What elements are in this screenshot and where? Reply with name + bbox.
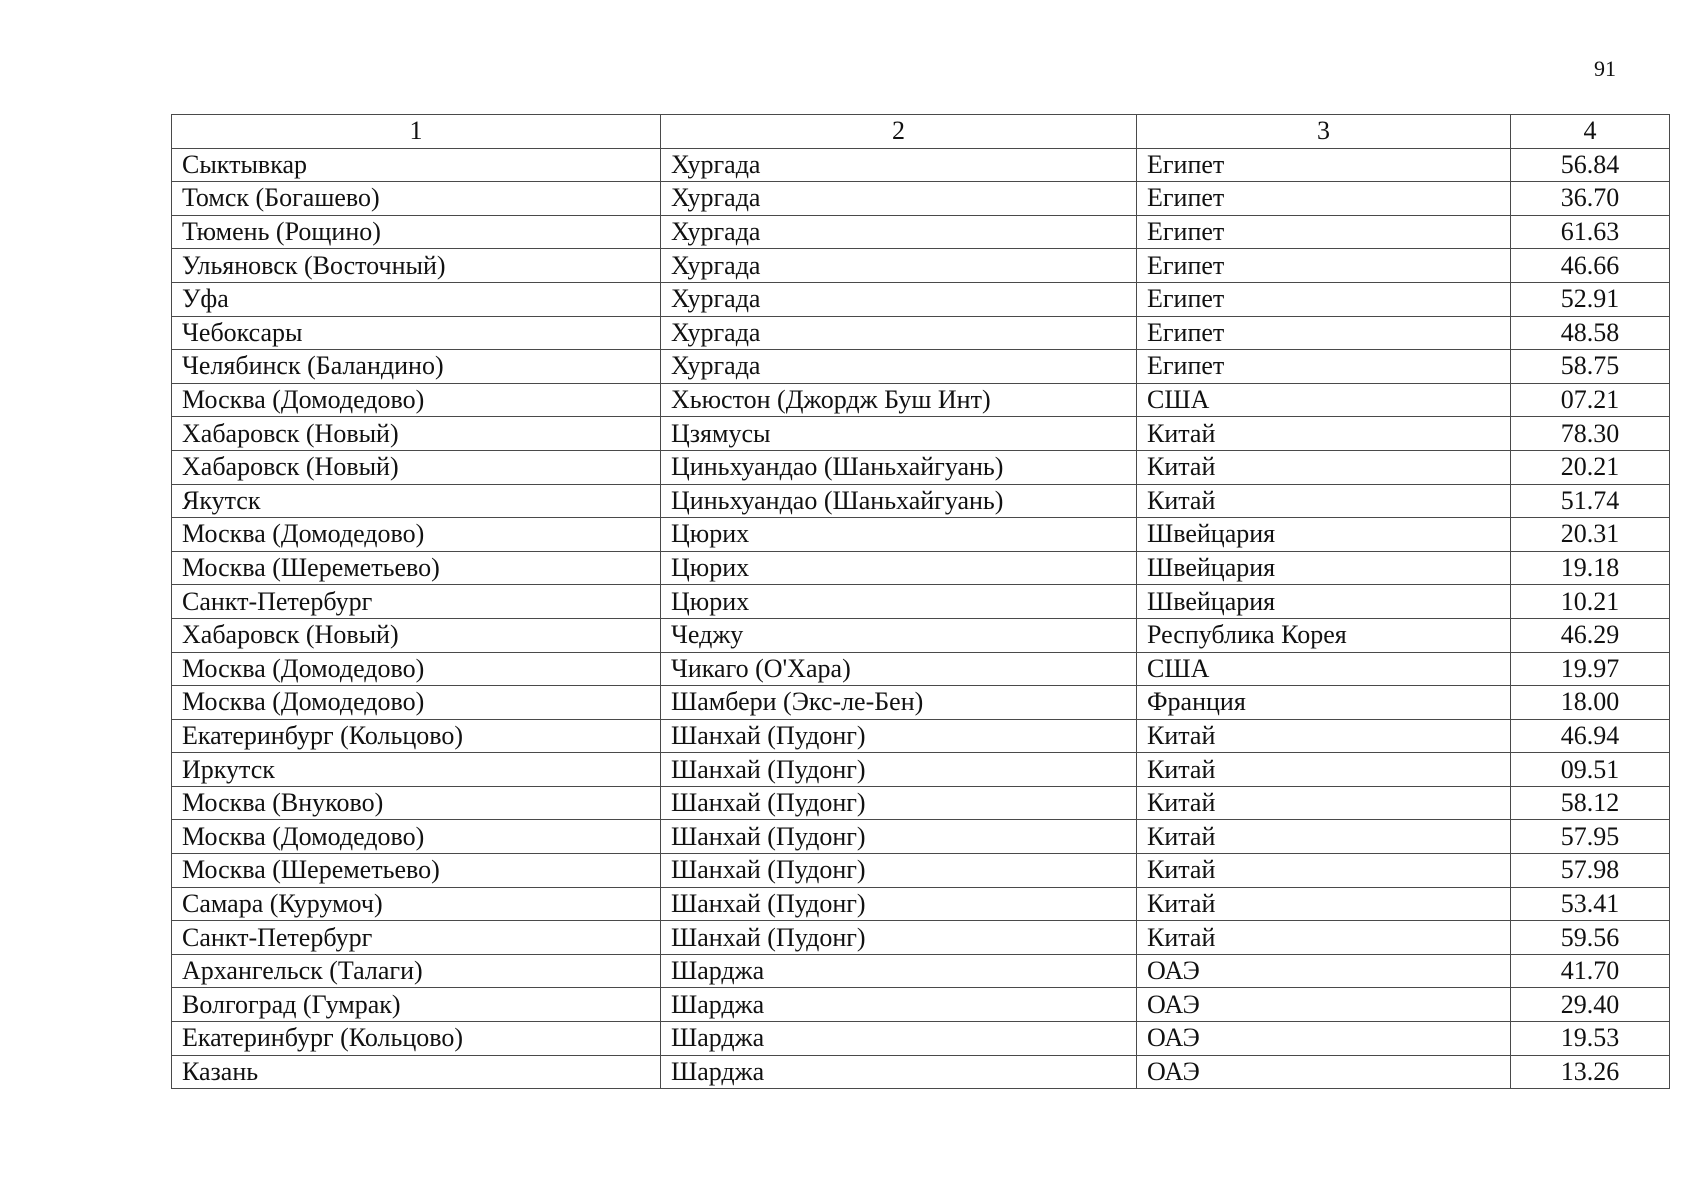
destination-cell: Чеджу	[661, 618, 1137, 652]
destination-cell: Хургада	[661, 215, 1137, 249]
country-cell: Египет	[1137, 148, 1511, 182]
origin-cell: Томск (Богашево)	[172, 182, 661, 216]
value-cell: 46.66	[1511, 249, 1670, 283]
origin-cell: Волгоград (Гумрак)	[172, 988, 661, 1022]
origin-cell: Казань	[172, 1055, 661, 1089]
destination-cell: Шанхай (Пудонг)	[661, 719, 1137, 753]
origin-cell: Челябинск (Баландино)	[172, 350, 661, 384]
value-cell: 51.74	[1511, 484, 1670, 518]
country-cell: Египет	[1137, 350, 1511, 384]
value-cell: 53.41	[1511, 887, 1670, 921]
country-cell: Швейцария	[1137, 518, 1511, 552]
table-row	[172, 484, 1670, 518]
destination-cell: Шарджа	[661, 1055, 1137, 1089]
value-cell: 58.12	[1511, 786, 1670, 820]
country-cell: Франция	[1137, 686, 1511, 720]
country-cell: Китай	[1137, 786, 1511, 820]
destination-cell: Хургада	[661, 148, 1137, 182]
data-table	[171, 114, 1670, 1089]
value-cell: 46.94	[1511, 719, 1670, 753]
country-cell: Республика Корея	[1137, 618, 1511, 652]
table-row	[172, 350, 1670, 384]
country-cell: Швейцария	[1137, 585, 1511, 619]
origin-cell: Москва (Внуково)	[172, 786, 661, 820]
origin-cell: Екатеринбург (Кольцово)	[172, 719, 661, 753]
table-row	[172, 719, 1670, 753]
table-row	[172, 215, 1670, 249]
country-cell: ОАЭ	[1137, 1022, 1511, 1056]
table-row	[172, 652, 1670, 686]
value-cell: 19.97	[1511, 652, 1670, 686]
destination-cell: Шанхай (Пудонг)	[661, 887, 1137, 921]
country-cell: Китай	[1137, 719, 1511, 753]
value-cell: 20.21	[1511, 450, 1670, 484]
table-row	[172, 753, 1670, 787]
table-row	[172, 450, 1670, 484]
value-cell: 56.84	[1511, 148, 1670, 182]
value-cell: 19.18	[1511, 551, 1670, 585]
country-cell: Китай	[1137, 484, 1511, 518]
destination-cell: Циньхуандао (Шаньхайгуань)	[661, 484, 1137, 518]
origin-cell: Хабаровск (Новый)	[172, 618, 661, 652]
origin-cell: Сыктывкар	[172, 148, 661, 182]
table-row	[172, 921, 1670, 955]
destination-cell: Хургада	[661, 282, 1137, 316]
destination-cell: Шанхай (Пудонг)	[661, 753, 1137, 787]
page-number: 91	[1594, 56, 1616, 81]
value-cell: 09.51	[1511, 753, 1670, 787]
origin-cell: Архангельск (Талаги)	[172, 954, 661, 988]
origin-cell: Москва (Шереметьево)	[172, 854, 661, 888]
table-row	[172, 618, 1670, 652]
value-cell: 57.95	[1511, 820, 1670, 854]
origin-cell: Якутск	[172, 484, 661, 518]
origin-cell: Москва (Домодедово)	[172, 652, 661, 686]
table-row	[172, 551, 1670, 585]
country-cell: США	[1137, 652, 1511, 686]
table-row	[172, 585, 1670, 619]
country-cell: ОАЭ	[1137, 988, 1511, 1022]
table-row	[172, 316, 1670, 350]
table-row	[172, 249, 1670, 283]
value-cell: 41.70	[1511, 954, 1670, 988]
value-cell: 10.21	[1511, 585, 1670, 619]
origin-cell: Москва (Домодедово)	[172, 383, 661, 417]
country-cell: Египет	[1137, 249, 1511, 283]
destination-cell: Хургада	[661, 316, 1137, 350]
destination-cell: Шанхай (Пудонг)	[661, 820, 1137, 854]
value-cell: 57.98	[1511, 854, 1670, 888]
table-row	[172, 282, 1670, 316]
destination-cell: Шанхай (Пудонг)	[661, 921, 1137, 955]
value-cell: 61.63	[1511, 215, 1670, 249]
value-cell: 07.21	[1511, 383, 1670, 417]
origin-cell: Санкт-Петербург	[172, 921, 661, 955]
table-row	[172, 182, 1670, 216]
country-cell: Китай	[1137, 854, 1511, 888]
origin-cell: Москва (Домодедово)	[172, 686, 661, 720]
country-cell: США	[1137, 383, 1511, 417]
destination-cell: Цзямусы	[661, 417, 1137, 451]
destination-cell: Цюрих	[661, 585, 1137, 619]
destination-cell: Хургада	[661, 350, 1137, 384]
destination-cell: Хьюстон (Джордж Буш Инт)	[661, 383, 1137, 417]
table-row	[172, 854, 1670, 888]
destination-cell: Хургада	[661, 182, 1137, 216]
country-cell: ОАЭ	[1137, 954, 1511, 988]
table-body	[172, 148, 1670, 1089]
table-row	[172, 383, 1670, 417]
origin-cell: Хабаровск (Новый)	[172, 450, 661, 484]
table-row	[172, 786, 1670, 820]
table-header-row	[172, 115, 1670, 149]
country-cell: Китай	[1137, 887, 1511, 921]
destination-cell: Цюрих	[661, 518, 1137, 552]
origin-cell: Москва (Домодедово)	[172, 518, 661, 552]
country-cell: Египет	[1137, 316, 1511, 350]
country-cell: Китай	[1137, 753, 1511, 787]
country-cell: Египет	[1137, 282, 1511, 316]
origin-cell: Екатеринбург (Кольцово)	[172, 1022, 661, 1056]
destination-cell: Шарджа	[661, 1022, 1137, 1056]
origin-cell: Ульяновск (Восточный)	[172, 249, 661, 283]
value-cell: 13.26	[1511, 1055, 1670, 1089]
value-cell: 52.91	[1511, 282, 1670, 316]
column-header-1: 1	[172, 115, 661, 149]
table-row	[172, 686, 1670, 720]
destination-cell: Хургада	[661, 249, 1137, 283]
table-row	[172, 1055, 1670, 1089]
origin-cell: Москва (Шереметьево)	[172, 551, 661, 585]
destination-cell: Шанхай (Пудонг)	[661, 854, 1137, 888]
origin-cell: Тюмень (Рощино)	[172, 215, 661, 249]
table-row	[172, 820, 1670, 854]
country-cell: Египет	[1137, 182, 1511, 216]
country-cell: Китай	[1137, 450, 1511, 484]
table-row	[172, 988, 1670, 1022]
destination-cell: Цюрих	[661, 551, 1137, 585]
value-cell: 48.58	[1511, 316, 1670, 350]
table-row	[172, 887, 1670, 921]
origin-cell: Хабаровск (Новый)	[172, 417, 661, 451]
column-header-2: 2	[661, 115, 1137, 149]
destination-cell: Шарджа	[661, 988, 1137, 1022]
table-row	[172, 1022, 1670, 1056]
country-cell: Китай	[1137, 417, 1511, 451]
destination-cell: Шанхай (Пудонг)	[661, 786, 1137, 820]
value-cell: 18.00	[1511, 686, 1670, 720]
country-cell: Китай	[1137, 820, 1511, 854]
table-row	[172, 148, 1670, 182]
column-header-4: 4	[1511, 115, 1670, 149]
origin-cell: Москва (Домодедово)	[172, 820, 661, 854]
destination-cell: Чикаго (О'Хара)	[661, 652, 1137, 686]
value-cell: 78.30	[1511, 417, 1670, 451]
value-cell: 36.70	[1511, 182, 1670, 216]
table-row	[172, 518, 1670, 552]
destination-cell: Циньхуандао (Шаньхайгуань)	[661, 450, 1137, 484]
origin-cell: Иркутск	[172, 753, 661, 787]
country-cell: Швейцария	[1137, 551, 1511, 585]
value-cell: 19.53	[1511, 1022, 1670, 1056]
column-header-3: 3	[1137, 115, 1511, 149]
value-cell: 20.31	[1511, 518, 1670, 552]
origin-cell: Санкт-Петербург	[172, 585, 661, 619]
value-cell: 59.56	[1511, 921, 1670, 955]
origin-cell: Самара (Курумоч)	[172, 887, 661, 921]
origin-cell: Чебоксары	[172, 316, 661, 350]
country-cell: Египет	[1137, 215, 1511, 249]
table-row	[172, 417, 1670, 451]
value-cell: 58.75	[1511, 350, 1670, 384]
country-cell: Китай	[1137, 921, 1511, 955]
origin-cell: Уфа	[172, 282, 661, 316]
destination-cell: Шарджа	[661, 954, 1137, 988]
destination-cell: Шамбери (Экс-ле-Бен)	[661, 686, 1137, 720]
country-cell: ОАЭ	[1137, 1055, 1511, 1089]
table-row	[172, 954, 1670, 988]
value-cell: 29.40	[1511, 988, 1670, 1022]
value-cell: 46.29	[1511, 618, 1670, 652]
